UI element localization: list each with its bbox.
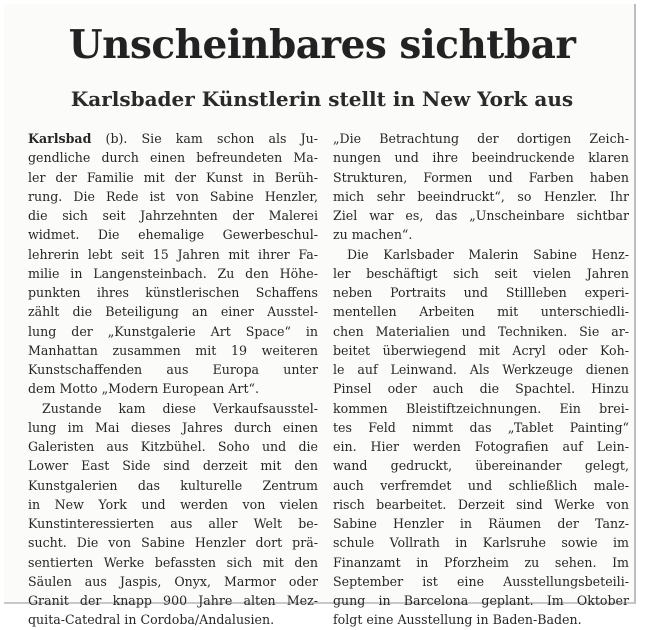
- article-line: ler beschäftigt sich seit vielen Jahren: [333, 265, 629, 281]
- article-line: September ist eine Ausstellungsbeteili-: [333, 573, 629, 589]
- article-column-left: [28, 129, 318, 630]
- article-line: rung. Die Rede ist von Sabine Henzler,: [28, 188, 318, 204]
- article-line: lung im Mai dieses Jahres durch einen: [28, 419, 318, 435]
- article-line: Galeristen aus Kitzbühel. Soho und die: [28, 439, 318, 454]
- article-line: ler der Familie mit der Kunst in Berüh-: [28, 169, 318, 185]
- article-line: folgt eine Ausstellung in Baden-Baden.: [333, 612, 582, 628]
- article-line: Säulen aus Jaspis, Onyx, Marmor oder: [28, 573, 318, 589]
- article-line: le auf Leinwand. Als Werkzeuge dienen: [333, 362, 629, 377]
- article-line: neben Portraits und Stillleben experi-: [333, 285, 629, 300]
- article-line: zählt die Beteiligung an einer Ausstel-: [28, 304, 318, 320]
- article-line: Kunstschaffenden aus Europa unter: [28, 362, 318, 377]
- article-line: zu machen“.: [333, 227, 413, 243]
- article-line: chen Materialien und Techniken. Sie ar-: [333, 323, 629, 339]
- article-line: milie in Langensteinbach. Zu den Höhe-: [28, 265, 318, 281]
- article-line: Ziel war es, das „Unscheinbare sichtbar: [333, 208, 629, 223]
- article-line: risch bearbeitet. Derzeit sind Werke von: [333, 496, 629, 512]
- article-line: lehrerin lebt seit 15 Jahren mit ihrer Fa-: [28, 246, 318, 262]
- article-line: Manhattan zusammen mit 19 weiteren: [28, 342, 318, 358]
- article-line: Kunstinteressierten aus aller Welt be-: [28, 516, 318, 531]
- article-line: wand gedruckt, übereinander gelegt,: [333, 458, 629, 474]
- article-line: nungen und ihre beeindruckende klaren: [333, 150, 629, 166]
- article-column-right: [333, 129, 629, 630]
- article-line: punkten ihres künstlerischen Schaffens: [28, 285, 318, 300]
- subheadline: Karlsbader Künstlerin stellt in New York aus: [70, 87, 574, 111]
- article-line: gung in Barcelona geplant. Im Oktober: [333, 593, 629, 608]
- article-line: mich sehr beeindruckt“, so Henzler. Ihr: [333, 188, 629, 204]
- article-line: Granit der knapp 900 Jahre alten Mez-: [28, 593, 318, 608]
- article-line: Pinsel oder auch die Spachtel. Hinzu: [333, 381, 629, 397]
- article-line: „Die Betrachtung der dortigen Zeich-: [333, 131, 629, 146]
- article-line: Die Karlsbader Malerin Sabine Henz-: [347, 246, 629, 262]
- article-line: die sich seit Jahrzehnten der Malerei: [28, 208, 318, 223]
- article-line: kommen Bleistiftzeichnungen. Ein brei-: [333, 400, 629, 416]
- article-line: Kunstgalerien das kulturelle Zentrum: [28, 477, 318, 493]
- article-line: Sabine Henzler in Räumen der Tanz-: [333, 516, 629, 531]
- article-line: Karlsbad (b). Sie kam schon als Ju-: [28, 131, 318, 146]
- article-line: Strukturen, Formen und Farben haben: [333, 169, 629, 185]
- article-line: lung der „Kunstgalerie Art Space“ in: [28, 323, 318, 339]
- dateline: Karlsbad: [28, 131, 92, 146]
- article-line: gendliche durch einen befreundeten Ma-: [28, 150, 318, 166]
- article-line: Finanzamt in Pforzheim zu sehen. Im: [333, 554, 629, 570]
- article-line: Lower East Side sind derzeit mit den: [28, 458, 318, 474]
- article-line: sucht. Die von Sabine Henzler dort prä-: [28, 535, 318, 551]
- headline: Unscheinbares sichtbar: [68, 22, 576, 68]
- article-line: ein. Hier werden Fotografien auf Lein-: [333, 439, 629, 454]
- article-line: auch verfremdet und schließlich male-: [333, 477, 629, 493]
- article-line: beitet überwiegend mit Acryl oder Koh-: [333, 342, 629, 358]
- article-line: widmet. Die ehemalige Gewerbeschul-: [28, 227, 318, 243]
- article-line: in New York und werden von vielen: [28, 496, 318, 512]
- article-line: sentierten Werke befassten sich mit den: [28, 554, 318, 570]
- article-line: mentellen Arbeiten mit unterschiedli-: [333, 304, 629, 320]
- article-line: dem Motto „Modern European Art“.: [28, 381, 259, 397]
- article-line: tes Feld nimmt das „Tablet Painting“: [333, 419, 629, 435]
- article-line: Zustande kam diese Verkaufsausstel-: [42, 400, 318, 416]
- article-line: schule Vollrath in Karlsruhe sowie im: [333, 535, 629, 551]
- article-line: quita-Catedral in Cordoba/Andalusien.: [28, 612, 275, 628]
